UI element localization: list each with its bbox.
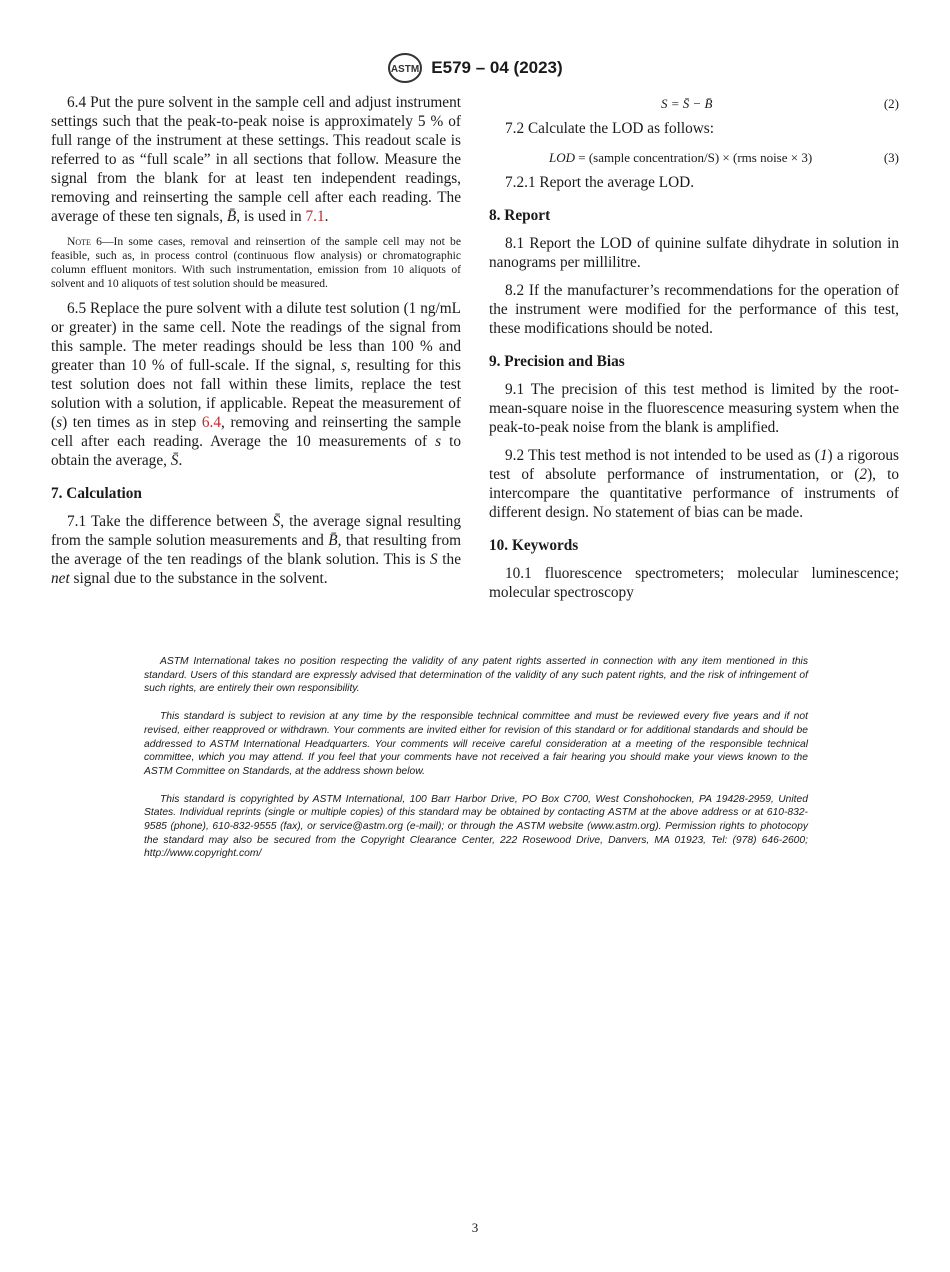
link-6-4[interactable]: 6.4 <box>201 414 222 431</box>
section-7-2-1: 7.2.1 Report the average LOD. <box>505 174 695 191</box>
copyright-notice: This standard is copyrighted by ASTM International, 100 Barr Harbor Drive, PO Box C700, West Conshohocken, PA 19428-2959, United States. Individual reprints (single or multiple copies) of this standard may be obtained by contacting ASTM at the above address or at 610-832-9585 (phone), 610-832-9555 (fax), or service@astm.org (e-mail); or through the ASTM website (www.astm.org). Permission rights to photocopy the standard may also be secured from the Copyright Clearance Center, 222 Rosewood Drive, Danvers, MA 01923, Tel: (978) 646-2600; http://www.copyright.com/ <box>144 793 808 860</box>
section-6-4: 6.4 Put the pure solvent in the sample cell and adjust instrument settings such that the peak-to-peak noise is approximately 5 % of full range of the instrument at these settings. This readout scale is referred to as “full scale” in all sections that follow. Measure the signal from the blank for at least ten independent readings, removing and reinserting the sample cell after each reading. The average of these ten signals, B̄, is used in 7.1. <box>51 94 461 225</box>
page-header <box>0 52 950 84</box>
section-10-1: 10.1 fluorescence spectrometers; molecular luminescence; molecular spectroscopy <box>489 565 899 601</box>
svg-text:ASTM: ASTM <box>391 64 420 75</box>
section-7-2: 7.2 Calculate the LOD as follows: <box>505 120 715 137</box>
equation-3: LOD = (sample concentration/S) × (rms noise × 3) (3) <box>549 149 899 165</box>
section-9-1: 9.1 The precision of this test method is limited by the root-mean-square noise in the fluorescence measuring system when the peak-to-peak noise from the blank is amplified. <box>489 381 899 436</box>
heading-keywords: 10. Keywords <box>489 537 579 554</box>
page-number: 3 <box>471 1220 479 1235</box>
section-7-1: 7.1 Take the difference between S̄, the average signal resulting from the sample solution measurements and B̄, that resulting from the average of the ten readings of the blank solution. This is S the net signal due to the substance in the solvent. <box>51 513 461 587</box>
section-8-2: 8.2 If the manufacturer’s recommendations for the operation of the instrument were modified for the performance of this test, these modifications should be noted. <box>489 282 899 337</box>
left-column <box>51 93 461 597</box>
heading-precision-bias: 9. Precision and Bias <box>489 353 625 370</box>
section-6-5: 6.5 Replace the pure solvent with a dilute test solution (1 ng/mL or greater) in the same cell. Note the readings of the signal from this sample. The meter readings should be less than 100 % and greater than 10 % of full-scale. If the signal, s, resulting for this test solution does not fall within these limits, replace the test solution with a solution, if applicable. Repeat the measurement of (s) ten times as in step 6.4, removing and reinserting the sample cell after each reading. Average the 10 measurements of s to obtain the average, S̄. <box>51 300 461 469</box>
equation-2: S = S̄ − B̄ (2) <box>661 95 899 111</box>
footer-notes <box>144 655 808 875</box>
section-9-2: 9.2 This test method is not intended to be used as (1) a rigorous test of absolute performance of instrumentation, or (2), to intercompare the quantitative performance of instruments of different design. No statement of bias can be made. <box>489 447 899 521</box>
note-6: Note 6—In some cases, removal and reinsertion of the sample cell may not be feasible, such as, in process control (continuous flow analysis) or chromatographic column effluent monitors. With such instrumentation, emission from 10 aliquots of solvent and 10 aliquots of test solution should be measured. <box>51 235 461 290</box>
patent-notice: ASTM International takes no position respecting the validity of any patent rights asserted in connection with any item mentioned in this standard. Users of this standard are expressly advised that determination of the validity of any such patent rights, and the risk of infringement of such rights, are entirely their own responsibility. <box>144 656 808 695</box>
link-7-1[interactable]: 7.1 <box>305 208 325 225</box>
astm-logo-icon <box>387 52 423 84</box>
revision-notice: This standard is subject to revision at any time by the responsible technical committee and must be reviewed every five years and if not revised, either reapproved or withdrawn. Your comments are invited either for revision of this standard or for additional standards and should be addressed to ASTM International Headquarters. Your comments will receive careful consideration at a meeting of the responsible technical committee, which you may attend. If you feel that your comments have not received a fair hearing you should make your views known to the ASTM Committee on Standards, at the address shown below. <box>144 711 808 777</box>
document-designation: E579 – 04 (2023) <box>431 58 563 77</box>
heading-calculation: 7. Calculation <box>51 485 142 502</box>
section-8-1: 8.1 Report the LOD of quinine sulfate dihydrate in solution in nanograms per millilitre. <box>489 235 899 271</box>
right-column <box>489 93 899 611</box>
heading-report: 8. Report <box>489 207 551 224</box>
